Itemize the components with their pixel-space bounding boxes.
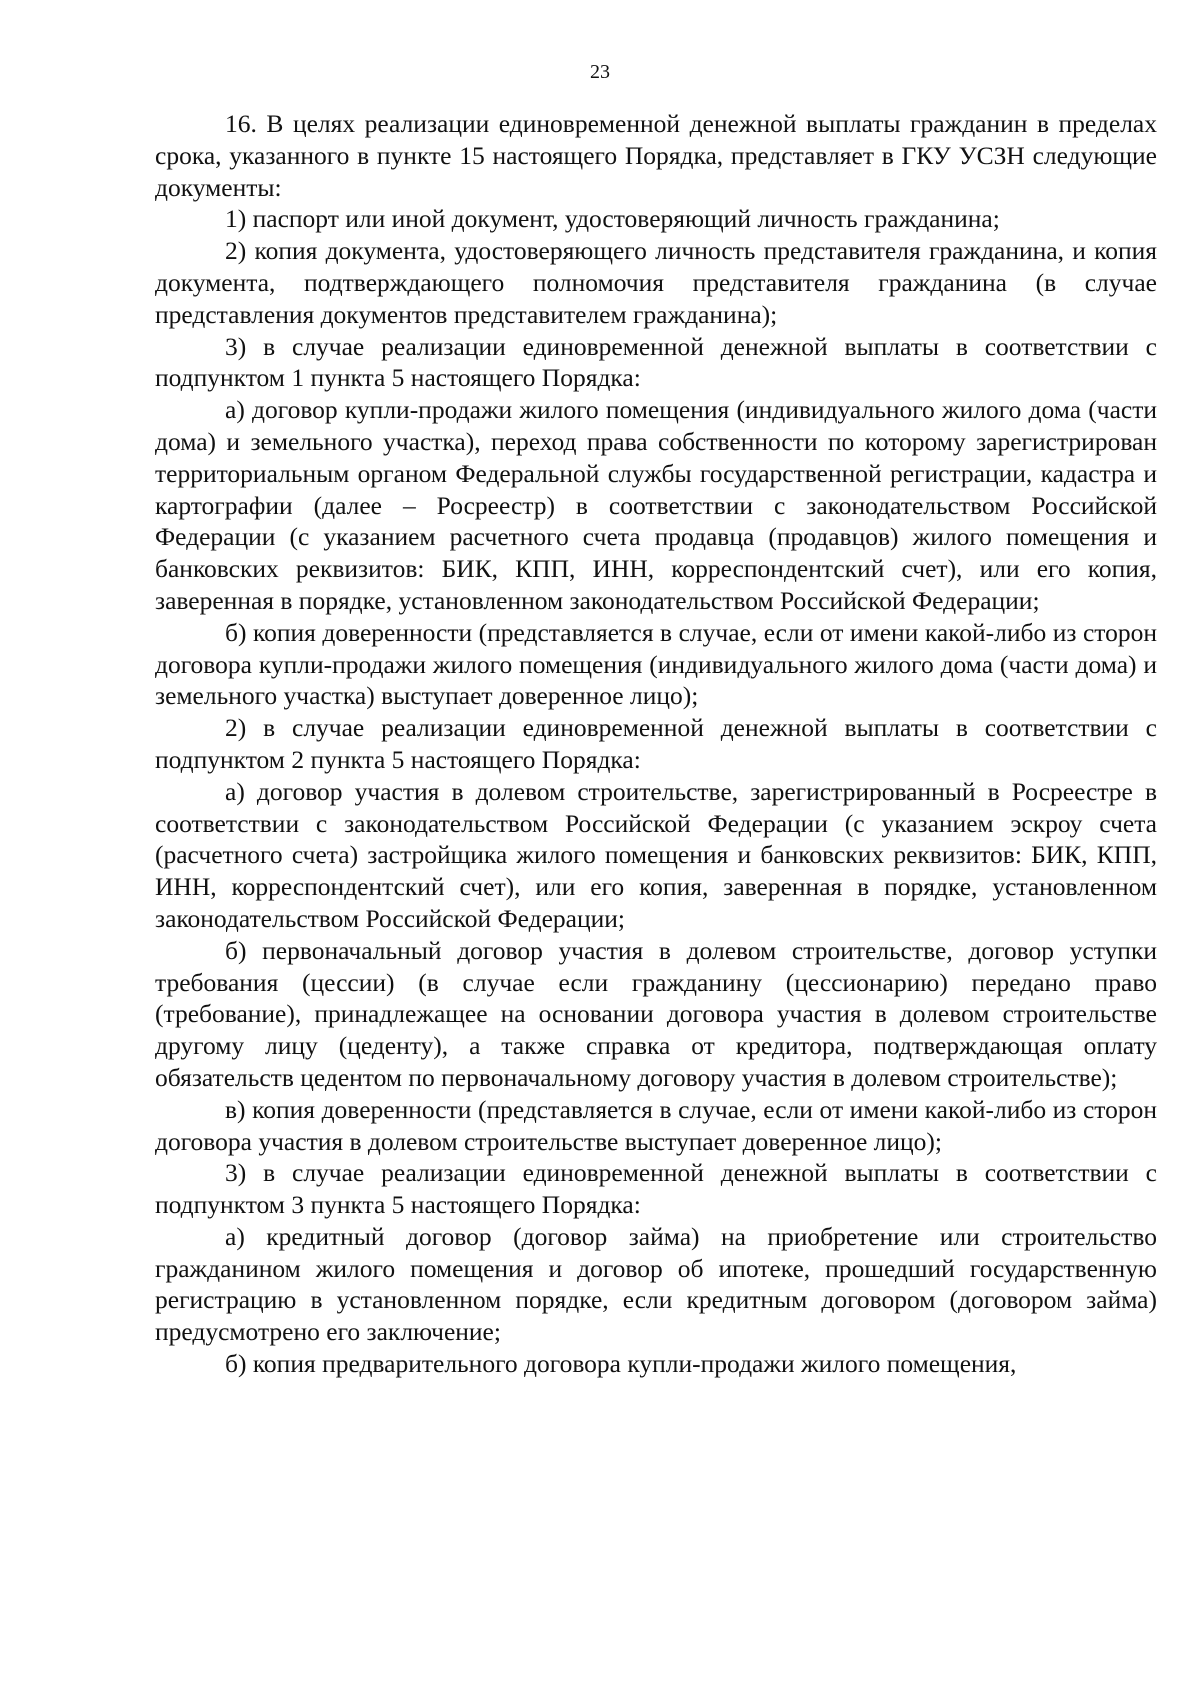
item-3-subpoint-1: 3) в случае реализации единовременной денежной выплаты в соответствии с подпунктом 1 пункта 5 настоящего Порядка:	[155, 331, 1157, 393]
item-2a-shared-construction: а) договор участия в долевом строительстве, зарегистрированный в Росреестре в соответствии с законодательством Российской Федерации (с указанием эскроу счета (расчетного счета) застройщика жилого помещения и банковских реквизитов: БИК, КПП, ИНН, корреспондентский счет), или его копия, заверенная в порядке, установленном законодательством Российской Федерации;	[155, 776, 1157, 933]
item-3a-loan-agreement: а) кредитный договор (договор займа) на приобретение или строительство гражданином жилого помещения и договор об ипотеке, прошедший государственную регистрацию в установленном порядке, если кредитным договором (договором займа) предусмотрено его заключение;	[155, 1221, 1157, 1347]
paragraph-16: 16. В целях реализации единовременной денежной выплаты гражданин в пределах срока, указанного в пункте 15 настоящего Порядка, представляет в ГКУ УСЗН следующие документы:	[155, 109, 1157, 202]
item-3a-sale-contract: а) договор купли-продажи жилого помещения (индивидуального жилого дома (части дома) и земельного участка), переход права собственности по которому зарегистрирован территориальным органом Федеральной службы государственной регистрации, кадастра и картографии (далее – Росреестр) в соответствии с законодательством Российской Федерации (с указанием расчетного счета продавца (продавцов) жилого помещения и банковских реквизитов: БИК, КПП, ИНН, корреспондентский счет), или его копия, заверенная в порядке, установленном законодательством Российской Федерации;	[155, 395, 1157, 615]
page-number: 23	[590, 61, 610, 83]
item-3b-preliminary-contract: б) копия предварительного договора купли-продажи жилого помещения,	[225, 1349, 1017, 1379]
item-2c-power-of-attorney: в) копия доверенности (представляется в случае, если от имени какой-либо из сторон договора участия в долевом строительстве выступает доверенное лицо);	[155, 1094, 1157, 1156]
item-3b-power-of-attorney: б) копия доверенности (представляется в случае, если от имени какой-либо из сторон договора купли-продажи жилого помещения (индивидуального жилого дома (части дома) и земельного участка) выступает доверенное лицо);	[155, 617, 1157, 711]
item-2b-assignment: б) первоначальный договор участия в долевом строительстве, договор уступки требования (цессии) (в случае если гражданину (цессионарию) передано право (требование), принадлежащее на основании договора участия в долевом строительстве другому лицу (цеденту), а также справка от кредитора, подтверждающая оплату обязательств цедентом по первоначальному договору участия в долевом строительстве);	[155, 935, 1157, 1092]
item-3-subpoint-3: 3) в случае реализации единовременной денежной выплаты в соответствии с подпунктом 3 пункта 5 настоящего Порядка:	[155, 1158, 1157, 1220]
item-2-representative: 2) копия документа, удостоверяющего личность представителя гражданина, и копия документа, подтверждающего полномочия представителя гражданина (в случае представления документов представителем гражданина);	[155, 236, 1157, 329]
item-1-passport: 1) паспорт или иной документ, удостоверяющий личность гражданина;	[225, 204, 1000, 234]
item-2-subpoint-2: 2) в случае реализации единовременной денежной выплаты в соответствии с подпунктом 2 пункта 5 настоящего Порядка:	[155, 713, 1157, 774]
document-body	[155, 108, 1157, 1380]
